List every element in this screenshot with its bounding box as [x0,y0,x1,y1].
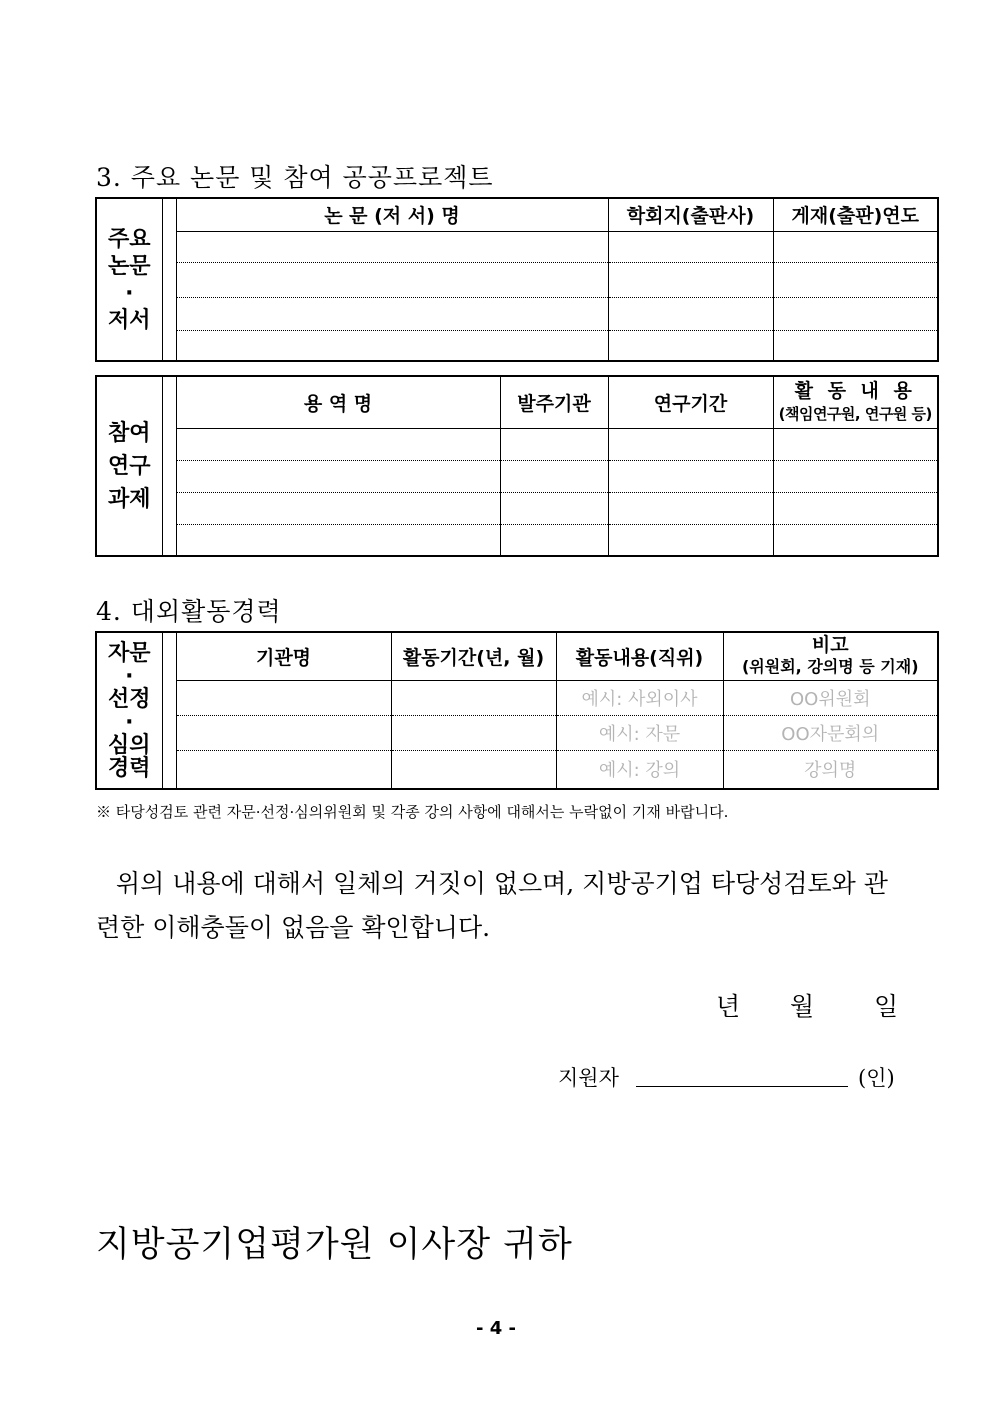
table-cell[interactable] [500,492,608,524]
table-cell[interactable] [773,460,938,492]
table-cell[interactable] [608,460,773,492]
table-cell[interactable] [176,428,500,460]
example-activity[interactable]: 예시: 사외이사 [556,680,723,715]
papers-side-label: 주요 논문 · 저서 [96,198,162,361]
activities-side-label: 자문 · 선정 · 심의 경력 [96,632,162,789]
signature-label: 지원자 [558,1066,619,1090]
date-day: 일 [874,992,899,1021]
header-journal: 학회지(출판사) [608,198,773,231]
table-cell[interactable] [500,428,608,460]
table-cell[interactable] [773,492,938,524]
example-activity[interactable]: 예시: 강의 [556,750,723,789]
addressee: 지방공기업평가원 이사장 귀하 [96,1225,573,1265]
section3-title: 3. 주요 논문 및 참여 공공프로젝트 [96,163,494,192]
header-pub-year: 게재(출판)연도 [773,198,938,231]
header-organization: 기관명 [176,632,391,680]
table-cell[interactable] [176,715,391,750]
header-research-period: 연구기간 [608,376,773,428]
table-cell[interactable] [391,715,556,750]
table-cell[interactable] [176,460,500,492]
table-cell[interactable] [500,524,608,556]
seal-mark: (인) [858,1066,895,1090]
header-remarks: 비고 (위원회, 강의명 등 기재) [723,632,938,680]
table-cell[interactable] [176,750,391,789]
header-activity: 활 동 내 용 (책임연구원, 연구원 등) [773,376,938,428]
table-cell[interactable] [391,750,556,789]
header-paper-title: 논 문 (저 서) 명 [176,198,608,231]
table-cell[interactable] [773,331,938,361]
signature-line[interactable] [636,1086,848,1087]
section4-title: 4. 대외활동경력 [96,597,282,626]
page-number: - 4 - [476,1318,516,1339]
example-activity[interactable]: 예시: 자문 [556,715,723,750]
table-cell[interactable] [773,428,938,460]
table-cell[interactable] [500,460,608,492]
table-cell[interactable] [176,524,500,556]
table-cell[interactable] [773,231,938,262]
header-ordering-agency: 발주기관 [500,376,608,428]
table-cell[interactable] [773,297,938,330]
table-cell[interactable] [176,680,391,715]
declaration-line-1: 위의 내용에 대해서 일체의 거짓이 없으며, 지방공기업 타당성검토와 관 [116,869,888,898]
table-cell[interactable] [176,297,608,330]
example-remarks[interactable]: 강의명 [723,750,938,789]
projects-side-label: 참여 연구 과제 [96,376,162,556]
header-activity-role: 활동내용(직위) [556,632,723,680]
table-cell[interactable] [608,231,773,262]
table-cell[interactable] [608,263,773,297]
table-cell[interactable] [608,524,773,556]
table-cell[interactable] [773,524,938,556]
table-cell[interactable] [176,263,608,297]
header-project-name: 용 역 명 [176,376,500,428]
example-remarks[interactable]: OO자문회의 [723,715,938,750]
papers-table [95,197,939,362]
date-year: 년 [716,992,741,1021]
table-cell[interactable] [391,680,556,715]
declaration-line-2: 련한 이해충돌이 없음을 확인합니다. [96,913,491,942]
table-cell[interactable] [773,263,938,297]
table-cell[interactable] [608,297,773,330]
table-cell[interactable] [176,231,608,262]
table-cell[interactable] [608,331,773,361]
date-month: 월 [790,992,815,1021]
example-remarks[interactable]: OO위원회 [723,680,938,715]
footnote: ※ 타당성검토 관련 자문·선정·심의위원회 및 각종 강의 사항에 대해서는 누락없이 기재 바랍니다. [96,803,729,821]
activities-table [95,631,939,790]
projects-table [95,375,939,557]
header-activity-period: 활동기간(년, 월) [391,632,556,680]
table-cell[interactable] [608,428,773,460]
table-cell[interactable] [176,492,500,524]
table-cell[interactable] [608,492,773,524]
table-cell[interactable] [176,331,608,361]
